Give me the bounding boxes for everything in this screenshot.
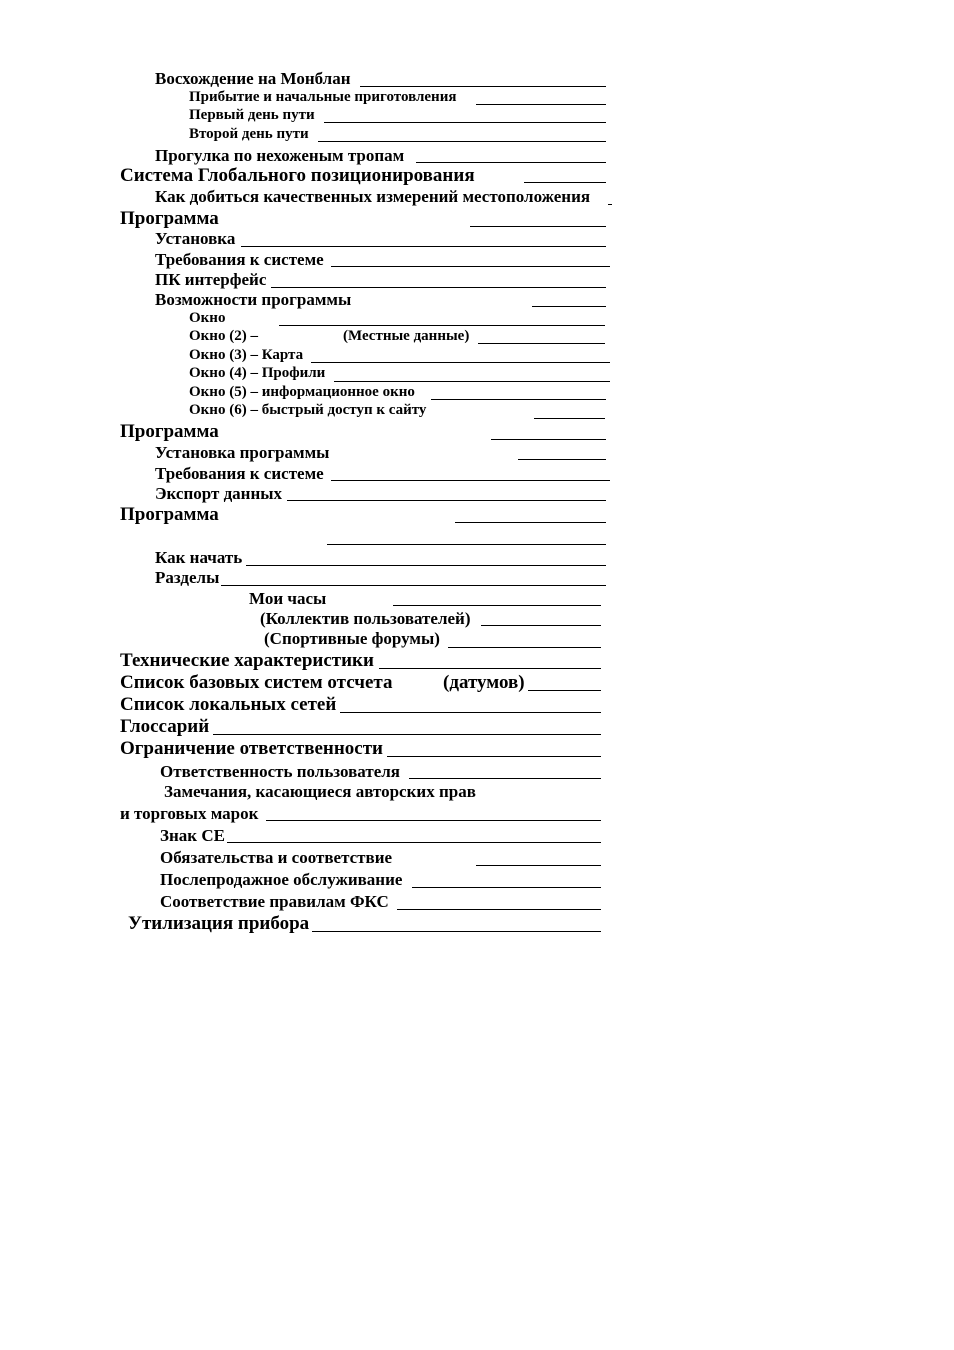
toc-entry-sections: Разделы bbox=[155, 568, 220, 587]
toc-leader bbox=[491, 439, 606, 440]
toc-entry-disposal: Утилизация прибора bbox=[128, 913, 310, 934]
toc-entry-datums-detail: (датумов) bbox=[443, 672, 525, 693]
toc-entry-local-networks: Список локальных сетей bbox=[120, 694, 337, 715]
toc-leader bbox=[397, 909, 601, 910]
toc-leader bbox=[266, 820, 601, 821]
toc-leader bbox=[387, 756, 601, 757]
toc-leader bbox=[221, 585, 606, 586]
toc-entry-sys-req-2: Требования к системе bbox=[155, 464, 324, 483]
toc-entry-ce-mark: Знак СЕ bbox=[160, 826, 225, 845]
toc-entry-datums: Список базовых систем отсчета bbox=[120, 672, 393, 693]
toc-entry-window-2-detail: (Местные данные) bbox=[343, 328, 470, 344]
toc-leader bbox=[470, 226, 606, 227]
toc-leader bbox=[476, 104, 606, 105]
toc-entry-program-1: Программа bbox=[120, 208, 219, 229]
toc-entry-getting-started: Как начать bbox=[155, 548, 243, 567]
toc-entry-obligations: Обязательства и соответствие bbox=[160, 848, 393, 867]
toc-leader bbox=[312, 931, 601, 932]
toc-leader bbox=[431, 399, 606, 400]
toc-leader bbox=[448, 647, 601, 648]
toc-entry-copyright-notes: Замечания, касающиеся авторских прав bbox=[164, 782, 476, 801]
toc-entry-program-install: Установка программы bbox=[155, 443, 330, 462]
toc-entry-window-2: Окно (2) – bbox=[189, 328, 258, 344]
toc-entry-pc-interface: ПК интерфейс bbox=[155, 270, 267, 289]
toc-leader bbox=[608, 204, 612, 205]
toc-leader bbox=[318, 141, 606, 142]
toc-entry-day-two: Второй день пути bbox=[189, 126, 309, 142]
toc-entry-program-2: Программа bbox=[120, 421, 219, 442]
toc-leader bbox=[241, 246, 606, 247]
toc-leader bbox=[360, 86, 606, 87]
toc-entry-trademarks: и торговых марок bbox=[120, 804, 259, 823]
toc-entry-user-community: (Коллектив пользователей) bbox=[260, 609, 471, 628]
toc-leader bbox=[311, 362, 610, 363]
toc-leader bbox=[478, 343, 605, 344]
toc-entry-window-1: Окно bbox=[189, 310, 226, 326]
toc-leader bbox=[518, 459, 606, 460]
toc-entry-day-one: Первый день пути bbox=[189, 107, 315, 123]
toc-entry-after-sales: Послепродажное обслуживание bbox=[160, 870, 403, 889]
toc-leader bbox=[334, 381, 610, 382]
toc-entry-arrival: Прибытие и начальные приготовления bbox=[189, 89, 457, 105]
toc-leader bbox=[524, 182, 606, 183]
toc-entry-window-5-info: Окно (5) – информационное окно bbox=[189, 384, 415, 400]
toc-leader bbox=[379, 668, 601, 669]
toc-leader bbox=[393, 605, 601, 606]
toc-leader bbox=[416, 162, 606, 163]
toc-leader bbox=[331, 480, 610, 481]
toc-leader bbox=[534, 418, 605, 419]
toc-entry-install: Установка bbox=[155, 229, 236, 248]
toc-entry-glossary: Глоссарий bbox=[120, 716, 210, 737]
toc-entry-disclaimer: Ограничение ответственности bbox=[120, 738, 384, 759]
toc-leader bbox=[532, 306, 606, 307]
toc-entry-sport-forums: (Спортивные форумы) bbox=[264, 629, 440, 648]
toc-entry-fcc: Соответствие правилам ФКС bbox=[160, 892, 389, 911]
toc-entry-ascent-montblanc: Восхождение на Монблан bbox=[155, 69, 351, 88]
toc-entry-gps: Система Глобального позиционирования bbox=[120, 165, 475, 186]
toc-leader bbox=[227, 842, 601, 843]
toc-entry-quality-measurements: Как добиться качественных измерений местоположения bbox=[155, 187, 591, 206]
toc-entry-trail-walk: Прогулка по нехоженым тропам bbox=[155, 146, 405, 165]
toc-entry-data-export: Экспорт данных bbox=[155, 484, 283, 503]
toc-leader bbox=[331, 266, 610, 267]
toc-leader bbox=[412, 887, 601, 888]
toc-leader bbox=[324, 122, 606, 123]
toc-leader bbox=[246, 565, 606, 566]
toc-leader bbox=[271, 287, 606, 288]
toc-leader bbox=[455, 522, 606, 523]
toc-entry-capabilities: Возможности программы bbox=[155, 290, 352, 309]
toc-entry-window-4-profiles: Окно (4) – Профили bbox=[189, 365, 326, 381]
toc-entry-sys-req-1: Требования к системе bbox=[155, 250, 324, 269]
toc-leader bbox=[340, 712, 601, 713]
toc-entry-specs: Технические характеристики bbox=[120, 650, 374, 671]
toc-leader bbox=[481, 625, 601, 626]
toc-leader-blank-entry bbox=[327, 544, 606, 545]
toc-entry-window-3-map: Окно (3) – Карта bbox=[189, 347, 304, 363]
toc-leader bbox=[279, 325, 605, 326]
toc-leader bbox=[409, 778, 601, 779]
toc-leader bbox=[476, 865, 601, 866]
toc-leader bbox=[528, 690, 601, 691]
toc-leader bbox=[287, 500, 606, 501]
toc-leader bbox=[213, 734, 601, 735]
toc-entry-my-watch: Мои часы bbox=[249, 589, 327, 608]
toc-entry-window-6-site: Окно (6) – быстрый доступ к сайту bbox=[189, 402, 427, 418]
toc-entry-program-3: Программа bbox=[120, 504, 219, 525]
toc-entry-user-responsibility: Ответственность пользователя bbox=[160, 762, 400, 781]
